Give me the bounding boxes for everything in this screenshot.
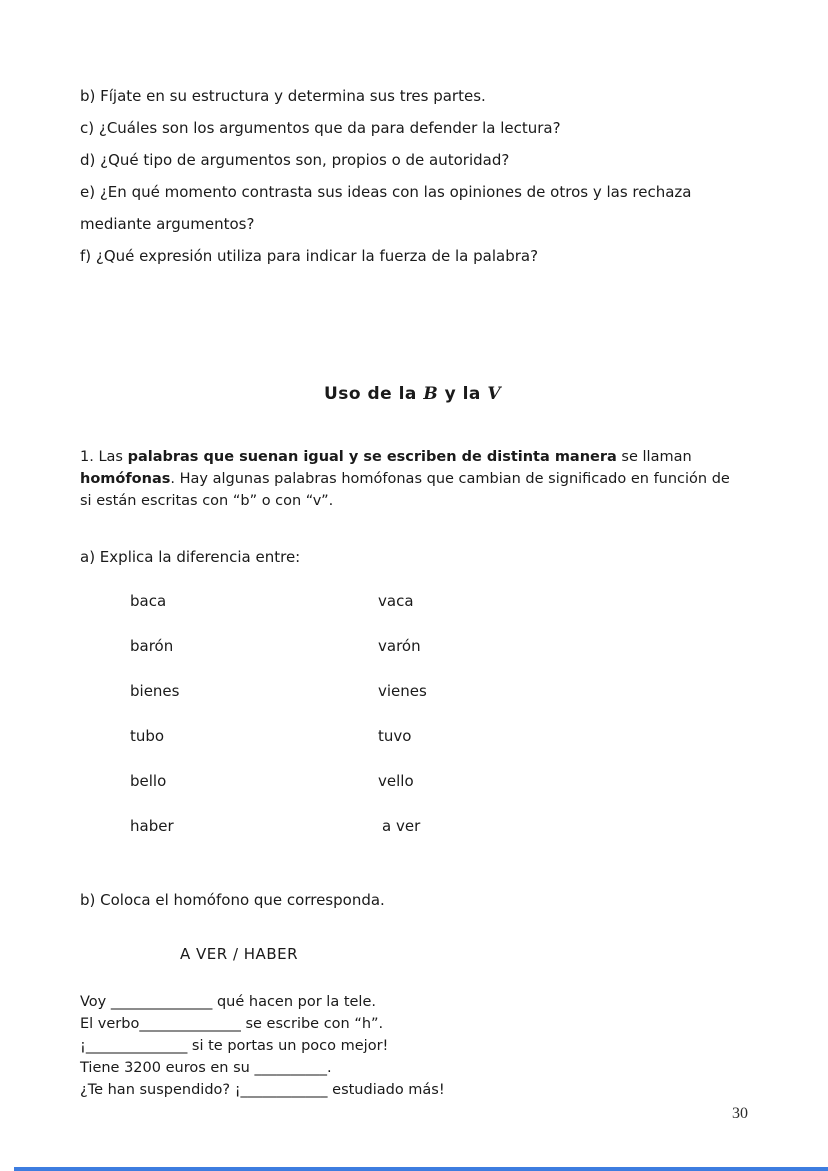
homophone-right: vello: [378, 772, 414, 790]
homophone-pair-row: [130, 682, 745, 700]
bottom-edge-bar: [14, 1167, 828, 1171]
intro-paragraph: [80, 446, 745, 512]
exercise-a-label: a) Explica la diferencia entre:: [80, 548, 301, 566]
homophone-pair-row: [130, 772, 745, 790]
fill-in-sentence: ¡______________ si te portas un poco mejor!: [80, 1038, 389, 1054]
section-title-text: Uso de la: [323, 384, 424, 404]
exercise-b-options: A VER / HABER: [180, 945, 299, 963]
homophone-pair-row: [130, 637, 745, 655]
question-d: d) ¿Qué tipo de argumentos son, propios o de autoridad?: [80, 151, 510, 169]
question-e: e) ¿En qué momento contrasta sus ideas con las opiniones de otros y las rechaza mediante argumentos?: [80, 183, 692, 233]
intro-bold-homofonas: homófonas: [80, 471, 171, 487]
homophone-left: tubo: [130, 727, 165, 745]
intro-text: 1. Las: [80, 449, 128, 465]
question-c: c) ¿Cuáles son los argumentos que da para defender la lectura?: [80, 119, 561, 137]
homophone-left: baca: [130, 592, 167, 610]
fill-in-sentence: El verbo______________ se escribe con “h”.: [80, 1016, 384, 1032]
homophone-left: bello: [130, 772, 167, 790]
homophone-pairs-list: [130, 592, 745, 835]
intro-text: se llaman: [616, 449, 692, 465]
homophone-left: haber: [130, 817, 174, 835]
homophone-right: varón: [378, 637, 421, 655]
intro-text: . Hay algunas palabras homófonas que cambian de significado en función de si están escritas con “b” o con “v”.: [80, 471, 730, 509]
intro-bold-homophone-definition: palabras que suenan igual y se escriben de distinta manera: [127, 449, 617, 465]
section-title-letter-v: V: [487, 384, 502, 404]
homophone-right: vienes: [378, 682, 427, 700]
fill-in-sentence: ¿Te han suspendido? ¡____________ estudiado más!: [80, 1082, 445, 1098]
fill-in-sentence: Tiene 3200 euros en su __________.: [80, 1060, 332, 1076]
homophone-left: bienes: [130, 682, 180, 700]
homophone-pair-row: [130, 592, 745, 610]
section-title-text: y la: [438, 384, 488, 404]
homophone-left: barón: [130, 637, 174, 655]
homophone-right: tuvo: [378, 727, 412, 745]
homophone-right: a ver: [382, 817, 421, 835]
homophone-pair-row: [130, 727, 745, 745]
section-title-letter-b: B: [423, 384, 439, 404]
exercise-b-label: b) Coloca el homófono que corresponda.: [80, 891, 385, 909]
question-b: b) Fíjate en su estructura y determina sus tres partes.: [80, 87, 486, 105]
comprehension-questions: [80, 80, 745, 272]
section-title: [80, 384, 745, 404]
question-f: f) ¿Qué expresión utiliza para indicar la fuerza de la palabra?: [80, 247, 539, 265]
page-number: 30: [732, 1105, 748, 1122]
homophone-pair-row: [130, 817, 745, 835]
fill-in-sentence: Voy ______________ qué hacen por la tele.: [80, 994, 376, 1010]
fill-in-sentences: [80, 991, 745, 1101]
homophone-right: vaca: [378, 592, 414, 610]
